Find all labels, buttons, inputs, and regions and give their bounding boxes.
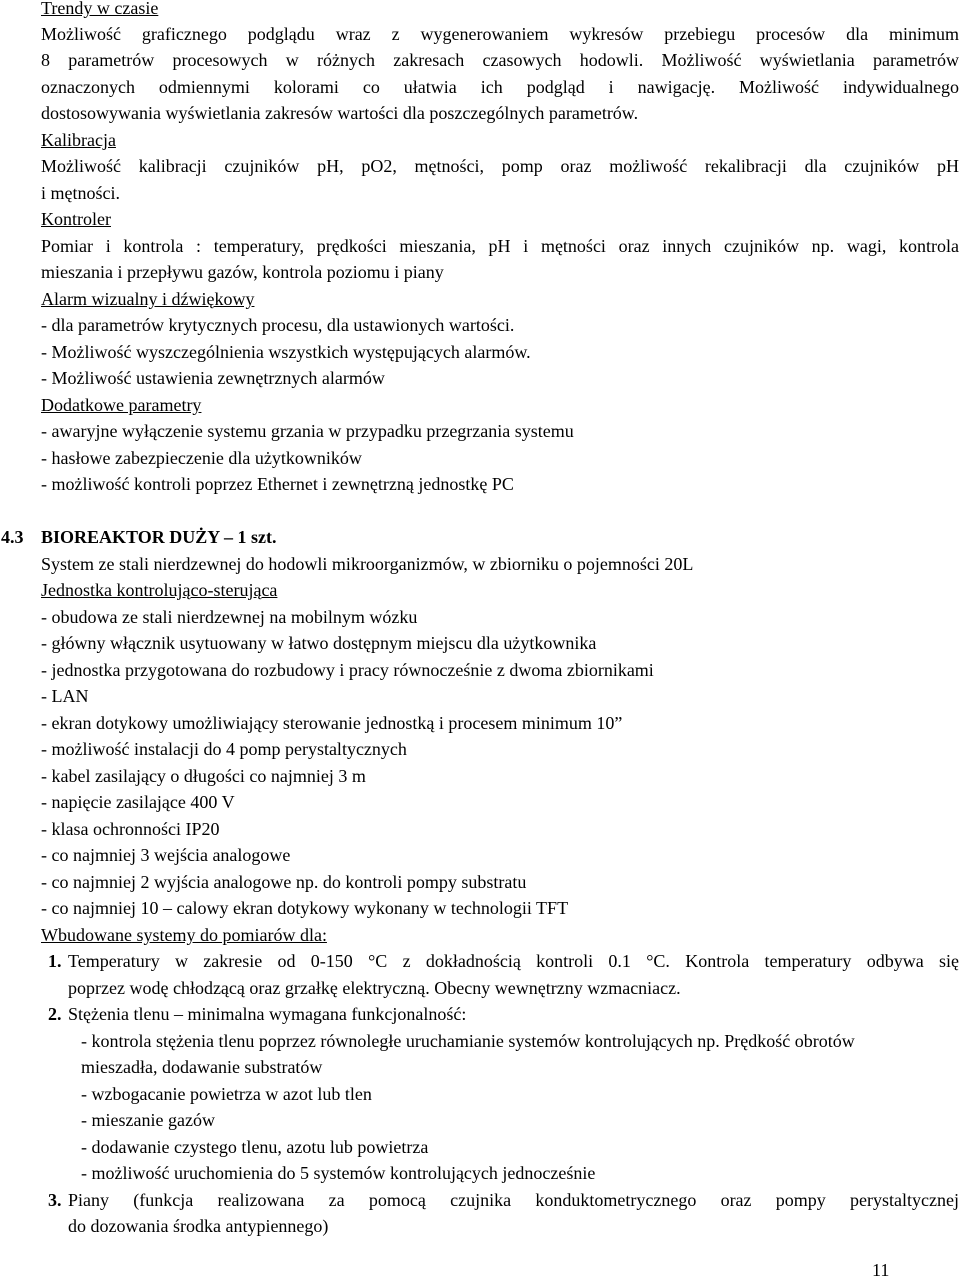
heading-dodatkowe: Dodatkowe parametry <box>41 395 202 415</box>
heading-trendy: Trendy w czasie <box>41 0 159 18</box>
list-item: - hasłowe zabezpieczenie dla użytkowników <box>41 448 362 468</box>
list-item: - obudowa ze stali nierdzewnej na mobilnym wózku <box>41 607 418 627</box>
sub-item: - dodawanie czystego tlenu, azotu lub powietrza <box>81 1137 429 1157</box>
section-title: BIOREAKTOR DUŻY – 1 szt. <box>41 527 277 547</box>
sub-item: - możliwość uruchomienia do 5 systemów kontrolujących jednocześnie <box>81 1163 596 1183</box>
list-item: - co najmniej 2 wyjścia analogowe np. do kontroli pompy substratu <box>41 872 527 892</box>
section-intro: System ze stali nierdzewnej do hodowli mikroorganizmów, w zbiorniku o pojemności 20L <box>41 554 694 574</box>
section-number: 4.3 <box>1 527 24 547</box>
paragraph-line: oznaczonych odmiennymi kolorami co ułatwia ich podgląd i nawigację. Możliwość indywidualnego <box>41 77 959 97</box>
list-item: - jednostka przygotowana do rozbudowy i pracy równocześnie z dwoma zbiornikami <box>41 660 654 680</box>
page-number: 11 <box>872 1260 890 1280</box>
numbered-item-line: poprzez wodę chłodzącą oraz grzałkę elektryczną. Obecny wewnętrzny wzmacniacz. <box>68 978 681 998</box>
list-item: - co najmniej 10 – calowy ekran dotykowy wykonany w technologii TFT <box>41 898 569 918</box>
numbered-item-line: Temperatury w zakresie od 0-150 °C z dokładnością kontroli 0.1 °C. Kontrola temperatury odbywa się <box>68 951 959 971</box>
numbered-item-line: Stężenia tlenu – minimalna wymagana funkcjonalność: <box>68 1004 467 1024</box>
sub-item: mieszadła, dodawanie substratów <box>81 1057 323 1077</box>
list-item: - kabel zasilający o długości co najmniej 3 m <box>41 766 366 786</box>
list-number: 1. <box>48 951 62 971</box>
paragraph-line: i mętności. <box>41 183 120 203</box>
heading-jednostka: Jednostka kontrolująco-sterująca <box>41 580 278 600</box>
heading-kalibracja: Kalibracja <box>41 130 116 150</box>
list-item: - klasa ochronności IP20 <box>41 819 220 839</box>
sub-item: - kontrola stężenia tlenu poprzez równoległe uruchamianie systemów kontrolujących np. Prędkość obrotów <box>81 1031 855 1051</box>
list-item: - co najmniej 3 wejścia analogowe <box>41 845 291 865</box>
paragraph-line: mieszania i przepływu gazów, kontrola poziomu i piany <box>41 262 444 282</box>
heading-alarm: Alarm wizualny i dźwiękowy <box>41 289 255 309</box>
list-item: - możliwość instalacji do 4 pomp perystaltycznych <box>41 739 407 759</box>
list-item: - napięcie zasilające 400 V <box>41 792 235 812</box>
heading-wbudowane: Wbudowane systemy do pomiarów dla: <box>41 925 327 945</box>
sub-item: - mieszanie gazów <box>81 1110 215 1130</box>
list-item: - Możliwość ustawienia zewnętrznych alarmów <box>41 368 385 388</box>
list-item: - Możliwość wyszczególnienia wszystkich występujących alarmów. <box>41 342 531 362</box>
heading-kontroler: Kontroler <box>41 209 111 229</box>
list-item: - możliwość kontroli poprzez Ethernet i zewnętrzną jednostkę PC <box>41 474 514 494</box>
paragraph-line: Pomiar i kontrola : temperatury, prędkości mieszania, pH i mętności oraz innych czujników np. wagi, kontrola <box>41 236 959 256</box>
numbered-item-line: Piany (funkcja realizowana za pomocą czujnika konduktometrycznego oraz pompy perystaltycznej <box>68 1190 959 1210</box>
paragraph-line: Możliwość graficznego podglądu wraz z wygenerowaniem wykresów przebiegu procesów dla minimum <box>41 24 959 44</box>
list-item: - główny włącznik usytuowany w łatwo dostępnym miejscu dla użytkownika <box>41 633 597 653</box>
list-number: 3. <box>48 1190 62 1210</box>
paragraph-line: 8 parametrów procesowych w różnych zakresach czasowych hodowli. Możliwość wyświetlania parametrów <box>41 50 959 70</box>
list-item: - LAN <box>41 686 89 706</box>
list-number: 2. <box>48 1004 62 1024</box>
paragraph-line: dostosowywania wyświetlania zakresów wartości dla poszczególnych parametrów. <box>41 103 639 123</box>
list-item: - awaryjne wyłączenie systemu grzania w przypadku przegrzania systemu <box>41 421 574 441</box>
list-item: - ekran dotykowy umożliwiający sterowanie jednostką i procesem minimum 10” <box>41 713 623 733</box>
paragraph-line: Możliwość kalibracji czujników pH, pO2, mętności, pomp oraz możliwość rekalibracji dla czujników pH <box>41 156 959 176</box>
sub-item: - wzbogacanie powietrza w azot lub tlen <box>81 1084 372 1104</box>
list-item: - dla parametrów krytycznych procesu, dla ustawionych wartości. <box>41 315 515 335</box>
numbered-item-line: do dozowania środka antypiennego) <box>68 1216 329 1236</box>
